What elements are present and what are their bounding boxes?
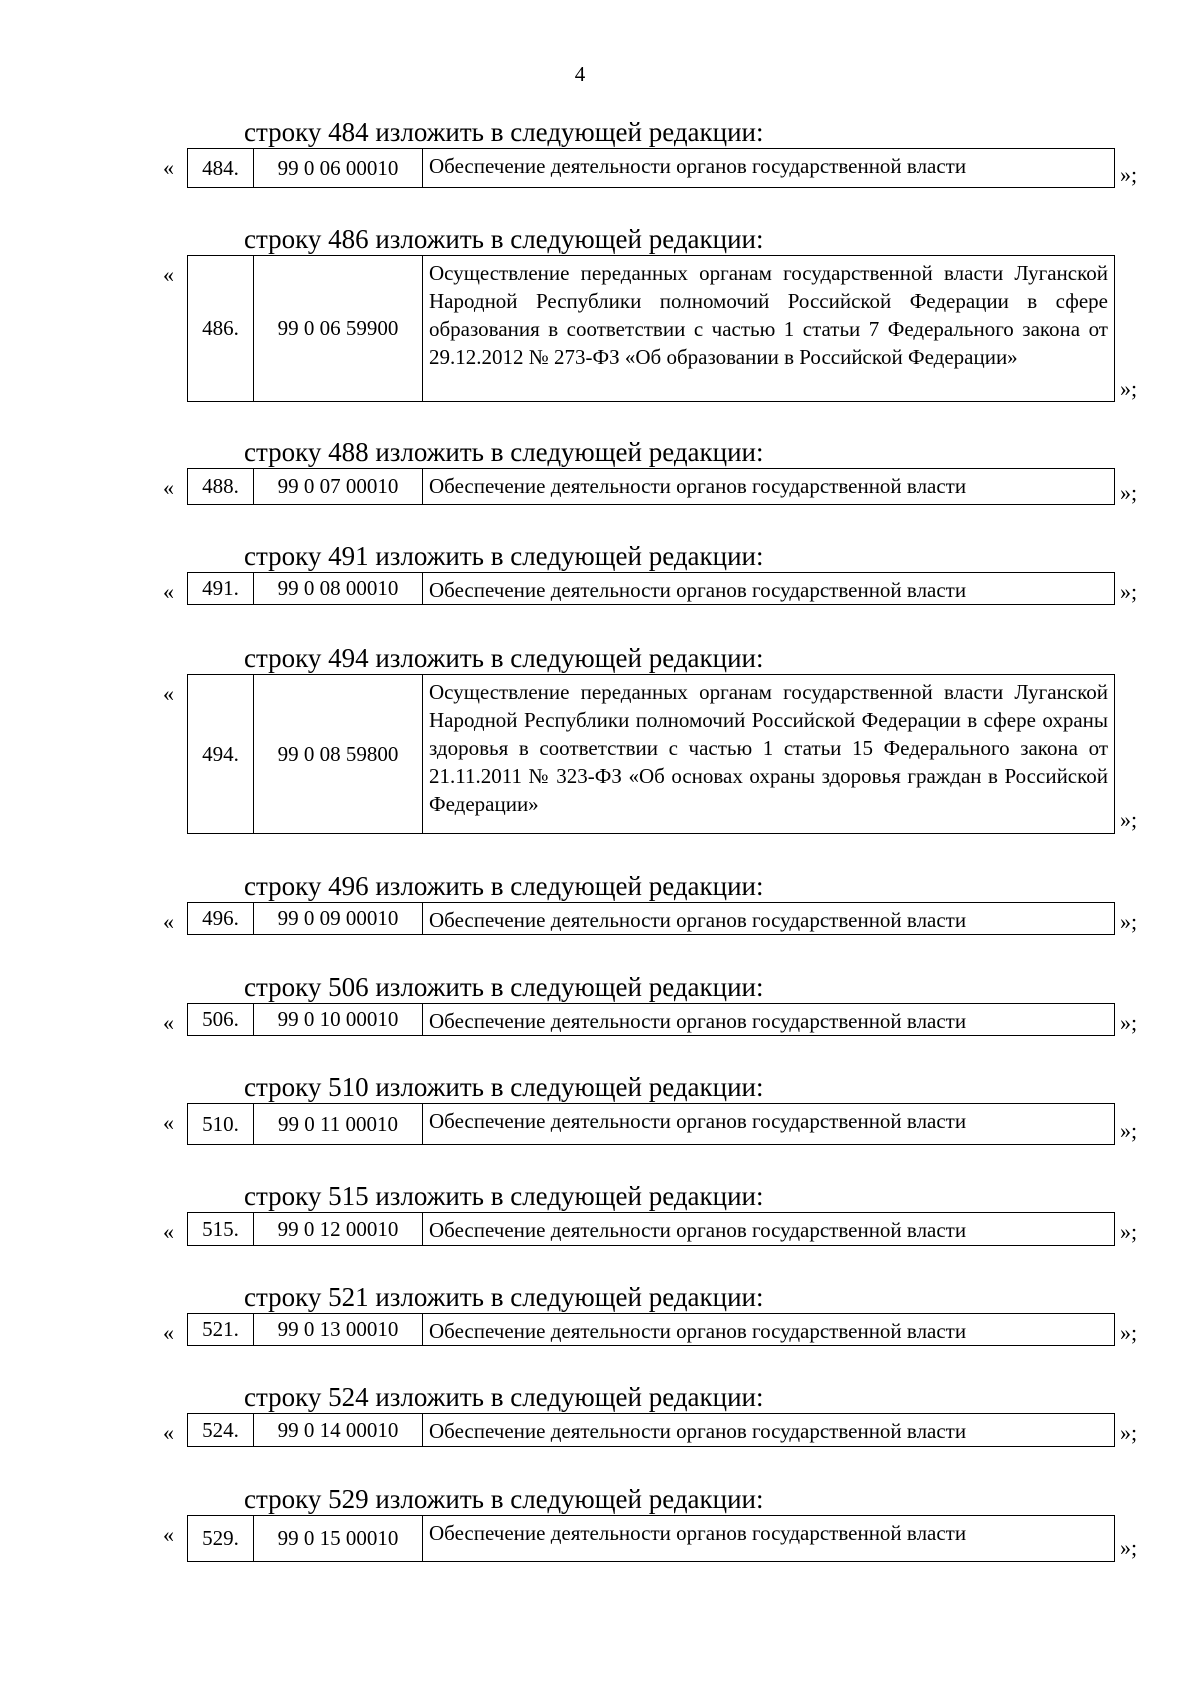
table-row bbox=[188, 1414, 1115, 1447]
close-quote: »; bbox=[1120, 376, 1138, 401]
open-quote: « bbox=[163, 1420, 174, 1445]
close-quote: »; bbox=[1120, 1320, 1138, 1345]
table-row bbox=[188, 1004, 1115, 1036]
row-description: Обеспечение деятельности органов государственной власти bbox=[423, 469, 1115, 505]
section-heading: строку 510 изложить в следующей редакции: bbox=[244, 1072, 764, 1102]
close-quote: »; bbox=[1120, 1010, 1138, 1035]
section-heading: строку 486 изложить в следующей редакции: bbox=[244, 224, 764, 254]
row-code: 99 0 06 00010 bbox=[254, 149, 423, 188]
close-quote: »; bbox=[1120, 162, 1138, 187]
row-table bbox=[187, 468, 1115, 505]
row-description: Обеспечение деятельности органов государственной власти bbox=[423, 1414, 1115, 1447]
row-description: Обеспечение деятельности органов государственной власти bbox=[423, 1213, 1115, 1246]
row-number: 491. bbox=[188, 573, 254, 605]
row-code: 99 0 13 00010 bbox=[254, 1314, 423, 1346]
table-row bbox=[188, 1516, 1115, 1562]
row-code: 99 0 08 59800 bbox=[254, 675, 423, 834]
row-code: 99 0 10 00010 bbox=[254, 1004, 423, 1036]
row-description: Обеспечение деятельности органов государственной власти bbox=[423, 1104, 1115, 1145]
table-row bbox=[188, 1314, 1115, 1346]
row-code: 99 0 12 00010 bbox=[254, 1213, 423, 1246]
row-description: Обеспечение деятельности органов государственной власти bbox=[423, 1314, 1115, 1346]
row-table bbox=[187, 1212, 1115, 1246]
open-quote: « bbox=[163, 1522, 174, 1547]
close-quote: »; bbox=[1120, 1118, 1138, 1143]
row-description: Обеспечение деятельности органов государственной власти bbox=[423, 1004, 1115, 1036]
table-row bbox=[188, 1104, 1115, 1145]
table-row bbox=[188, 469, 1115, 505]
table-row bbox=[188, 903, 1115, 935]
row-table bbox=[187, 1313, 1115, 1346]
open-quote: « bbox=[163, 1219, 174, 1244]
section-heading: строку 494 изложить в следующей редакции: bbox=[244, 643, 764, 673]
close-quote: »; bbox=[1120, 807, 1138, 832]
row-number: 488. bbox=[188, 469, 254, 505]
table-row bbox=[188, 256, 1115, 402]
section-heading: строку 496 изложить в следующей редакции: bbox=[244, 871, 764, 901]
row-table bbox=[187, 572, 1115, 605]
section-heading: строку 488 изложить в следующей редакции: bbox=[244, 437, 764, 467]
open-quote: « bbox=[163, 681, 174, 706]
table-row bbox=[188, 573, 1115, 605]
row-number: 506. bbox=[188, 1004, 254, 1036]
open-quote: « bbox=[163, 262, 174, 287]
row-table bbox=[187, 1003, 1115, 1036]
row-number: 510. bbox=[188, 1104, 254, 1145]
section-heading: строку 484 изложить в следующей редакции: bbox=[244, 117, 764, 147]
row-description: Осуществление переданных органам государственной власти Луганской Народной Республики полномочий Российской Федерации в сфере охраны здоровья в соответствии с частью 1 статьи 15 Федерального закона от 21.11.2011 № 323-ФЗ «Об основах охраны здоровья граждан в Российской Федерации» bbox=[423, 675, 1115, 834]
row-description: Обеспечение деятельности органов государственной власти bbox=[423, 573, 1115, 605]
close-quote: »; bbox=[1120, 1535, 1138, 1560]
close-quote: »; bbox=[1120, 1219, 1138, 1244]
section-heading: строку 491 изложить в следующей редакции: bbox=[244, 541, 764, 571]
row-code: 99 0 11 00010 bbox=[254, 1104, 423, 1145]
open-quote: « bbox=[163, 155, 174, 180]
row-table bbox=[187, 148, 1115, 188]
row-code: 99 0 14 00010 bbox=[254, 1414, 423, 1447]
open-quote: « bbox=[163, 1320, 174, 1345]
row-number: 515. bbox=[188, 1213, 254, 1246]
row-number: 494. bbox=[188, 675, 254, 834]
row-number: 486. bbox=[188, 256, 254, 402]
open-quote: « bbox=[163, 909, 174, 934]
row-table bbox=[187, 1413, 1115, 1447]
section-heading: строку 506 изложить в следующей редакции: bbox=[244, 972, 764, 1002]
close-quote: »; bbox=[1120, 909, 1138, 934]
table-row bbox=[188, 149, 1115, 188]
row-code: 99 0 09 00010 bbox=[254, 903, 423, 935]
row-code: 99 0 15 00010 bbox=[254, 1516, 423, 1562]
section-heading: строку 521 изложить в следующей редакции: bbox=[244, 1282, 764, 1312]
row-number: 521. bbox=[188, 1314, 254, 1346]
close-quote: »; bbox=[1120, 480, 1138, 505]
section-heading: строку 515 изложить в следующей редакции: bbox=[244, 1181, 764, 1211]
row-table bbox=[187, 255, 1115, 402]
close-quote: »; bbox=[1120, 579, 1138, 604]
row-description: Обеспечение деятельности органов государственной власти bbox=[423, 149, 1115, 188]
row-number: 484. bbox=[188, 149, 254, 188]
open-quote: « bbox=[163, 579, 174, 604]
section-heading: строку 524 изложить в следующей редакции: bbox=[244, 1382, 764, 1412]
row-description: Обеспечение деятельности органов государственной власти bbox=[423, 903, 1115, 935]
row-table bbox=[187, 902, 1115, 935]
row-code: 99 0 06 59900 bbox=[254, 256, 423, 402]
row-code: 99 0 08 00010 bbox=[254, 573, 423, 605]
row-description: Обеспечение деятельности органов государственной власти bbox=[423, 1516, 1115, 1562]
row-number: 524. bbox=[188, 1414, 254, 1447]
row-number: 529. bbox=[188, 1516, 254, 1562]
open-quote: « bbox=[163, 1110, 174, 1135]
section-heading: строку 529 изложить в следующей редакции: bbox=[244, 1484, 764, 1514]
close-quote: »; bbox=[1120, 1420, 1138, 1445]
row-number: 496. bbox=[188, 903, 254, 935]
page-number: 4 bbox=[574, 62, 586, 86]
open-quote: « bbox=[163, 475, 174, 500]
row-table bbox=[187, 1103, 1115, 1145]
row-code: 99 0 07 00010 bbox=[254, 469, 423, 505]
table-row bbox=[188, 1213, 1115, 1246]
row-table bbox=[187, 1515, 1115, 1562]
row-description: Осуществление переданных органам государственной власти Луганской Народной Республики полномочий Российской Федерации в сфере образования в соответствии с частью 1 статьи 7 Федерального закона от 29.12.2012 № 273-ФЗ «Об образовании в Российской Федерации» bbox=[423, 256, 1115, 402]
open-quote: « bbox=[163, 1010, 174, 1035]
row-table bbox=[187, 674, 1115, 834]
table-row bbox=[188, 675, 1115, 834]
